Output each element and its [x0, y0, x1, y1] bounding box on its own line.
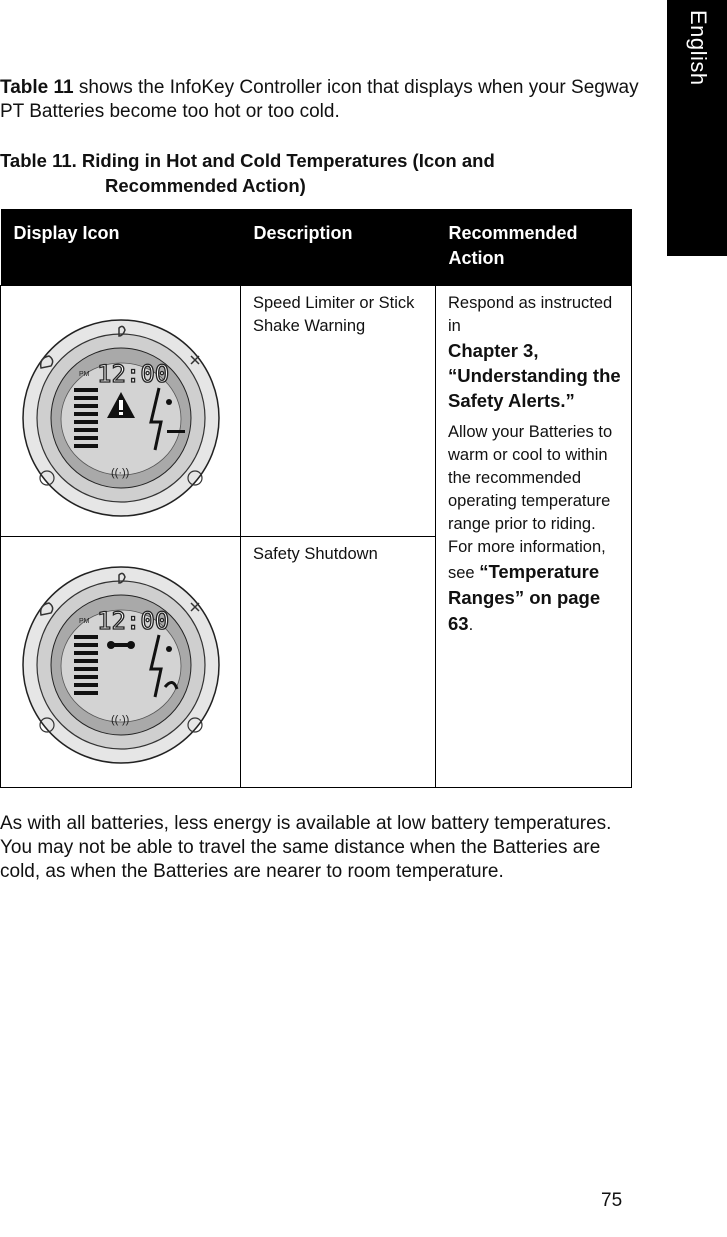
description-text: Speed Limiter or Stick Shake Warning: [253, 294, 415, 335]
infokey-safety-shutdown-icon: [19, 565, 224, 765]
description-cell: [241, 537, 436, 788]
outro-paragraph: As with all batteries, less energy is available at low battery temperatures. You may not be able to travel the same distance when the Batteries are cold, as when the Batteries are nearer to room temperature.: [0, 813, 612, 882]
display-ampm: PM: [79, 618, 90, 625]
language-tab: [667, 0, 727, 256]
recommended-action-text: [436, 286, 631, 637]
chapter-reference: Chapter 3, “Understanding the Safety Alerts.”: [448, 340, 621, 411]
intro-paragraph: [0, 76, 640, 124]
temperature-table: [0, 209, 632, 788]
temperature-ranges-reference: “Temperature Ranges” on page 63: [448, 561, 601, 634]
display-time: 12:00: [97, 360, 170, 388]
language-tab-label: English: [686, 10, 711, 86]
action-intro: Respond as instructed in: [448, 294, 613, 335]
svg-text:((·)): ((·)): [111, 714, 130, 726]
description-text: Safety Shutdown: [253, 545, 378, 563]
recommended-action-cell: [436, 286, 632, 788]
page-number: 75: [601, 1190, 623, 1211]
action-gap: [448, 413, 621, 421]
display-icon-cell: [1, 537, 241, 788]
table-header-row: [1, 209, 632, 286]
table-row: [1, 286, 632, 537]
intro-text: shows the InfoKey Controller icon that displays when your Segway PT Batteries become too hot or too cold.: [0, 77, 639, 122]
display-time: 12:00: [97, 607, 170, 635]
display-icon-cell: [1, 286, 241, 537]
display-ampm: PM: [79, 371, 90, 378]
description-cell: [241, 286, 436, 537]
table-caption-line1: Table 11. Riding in Hot and Cold Temperatures (Icon and: [0, 150, 495, 171]
table-caption: [0, 148, 640, 198]
header-description: Description: [241, 209, 436, 286]
header-recommended-action: Recommended Action: [436, 209, 632, 286]
header-display-icon: Display Icon: [1, 209, 241, 286]
infokey-speed-limiter-warning-icon: [19, 318, 224, 518]
intro-table-reference: Table 11: [0, 77, 74, 98]
action-body: Allow your Batteries to warm or cool to within the recommended operating temperature range prior to riding. For more information, see: [448, 423, 613, 582]
table-caption-line2: Recommended Action): [105, 175, 306, 196]
svg-text:((·)): ((·)): [111, 467, 130, 479]
action-end: .: [468, 616, 474, 634]
